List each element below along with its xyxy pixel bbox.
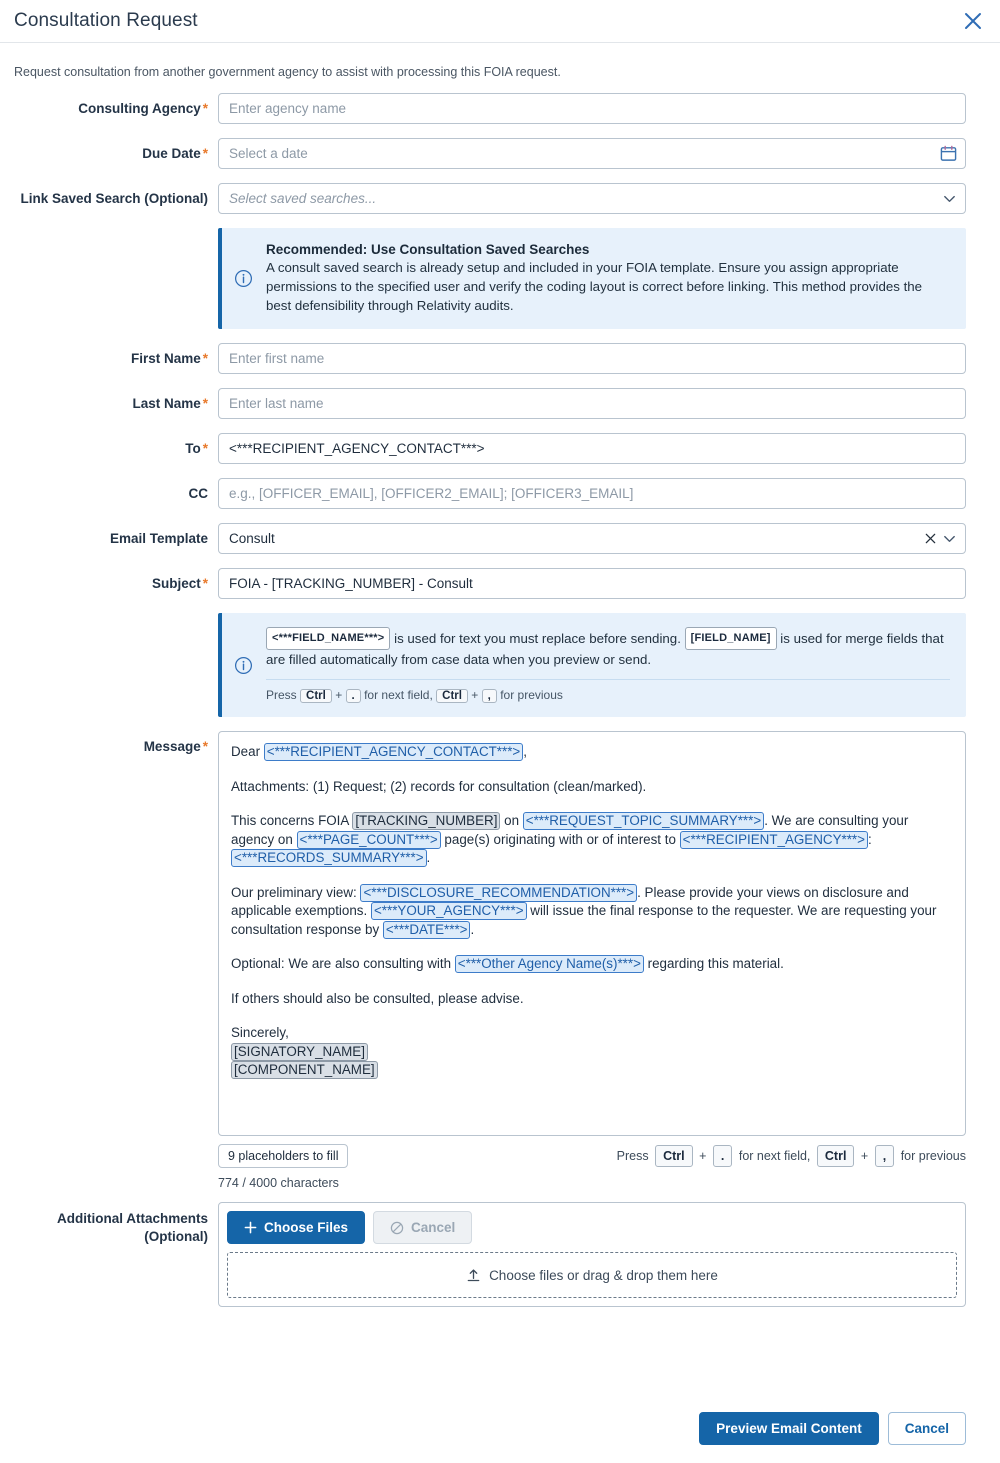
- banner-divider: [266, 679, 950, 680]
- placeholder-recipient-agency-contact[interactable]: <***RECIPIENT_AGENCY_CONTACT***>: [264, 743, 524, 761]
- link-saved-search-select[interactable]: [218, 183, 966, 214]
- label-last-name: Last Name *: [132, 396, 208, 411]
- hint-end: for previous: [500, 688, 563, 702]
- message-editor[interactable]: [218, 731, 966, 1136]
- attachment-buttons: [227, 1211, 957, 1244]
- hint-plus-2: +: [471, 688, 479, 702]
- hint-mid: for next field,: [364, 688, 433, 702]
- kbd-comma: ,: [482, 689, 497, 703]
- p3-text-b: on: [500, 813, 523, 828]
- page-title: Consultation Request: [14, 10, 198, 31]
- field-row-link-saved-search: [0, 183, 966, 214]
- mergefield-signatory-name[interactable]: [SIGNATORY_NAME]: [231, 1043, 368, 1061]
- greeting-prefix: Dear: [231, 744, 264, 759]
- kbd-ctrl-2: Ctrl: [817, 1145, 855, 1167]
- placeholder-disclosure-recommendation[interactable]: <***DISCLOSURE_RECOMMENDATION***>: [360, 884, 637, 902]
- modal-footer: [699, 1412, 966, 1445]
- attachments-label-line1: Additional Attachments: [56, 1211, 208, 1226]
- p5-text-a: Optional: We are also consulting with: [231, 956, 455, 971]
- placeholder-records-summary[interactable]: <***RECORDS_SUMMARY***>: [231, 849, 427, 867]
- p3-text-d: page(s) originating with or of interest to: [440, 831, 680, 847]
- calendar-icon[interactable]: [940, 138, 957, 169]
- merge-field-explanation: [266, 627, 950, 669]
- first-name-input[interactable]: [218, 343, 966, 374]
- cancel-button[interactable]: Cancel: [888, 1412, 966, 1445]
- banner-text: A consult saved search is already setup and included in your FOIA template. Ensure you assign appropriate permissions to the specified user and verify the coding layout is correct before linking. This method provides the best defensibility through Relativity audits.: [266, 260, 923, 313]
- label-to: To *: [185, 441, 208, 456]
- hint-press: Press: [616, 1149, 649, 1163]
- close-button[interactable]: [958, 6, 988, 36]
- preview-email-content-button[interactable]: Preview Email Content: [699, 1412, 879, 1445]
- placeholder-date[interactable]: <***DATE***>: [383, 921, 471, 939]
- placeholder-recipient-agency[interactable]: <***RECIPIENT_AGENCY***>: [680, 831, 868, 849]
- hint-plus-2: +: [860, 1149, 869, 1163]
- greeting-suffix: ,: [523, 744, 527, 759]
- p3-text-a: This concerns FOIA: [231, 813, 353, 828]
- modal-header: [0, 0, 1000, 43]
- p4-text-d: .: [470, 921, 475, 937]
- message-paragraph-greeting: [231, 743, 953, 762]
- kbd-period: .: [713, 1145, 732, 1167]
- editor-footer: [218, 1144, 966, 1168]
- signature-sincerely: Sincerely,: [231, 1025, 289, 1040]
- mergefield-tracking-number[interactable]: [TRACKING_NUMBER]: [352, 812, 500, 830]
- placeholder-request-topic-summary[interactable]: <***REQUEST_TOPIC_SUMMARY***>: [523, 812, 764, 830]
- field-row-last-name: [0, 388, 966, 419]
- p4-text-c: will issue the final response to the requester. We are requesting your consultation response by: [231, 903, 937, 937]
- field-row-email-template: [0, 523, 966, 554]
- attachments-panel: [218, 1202, 966, 1307]
- dropzone-label: Choose files or drag & drop them here: [489, 1267, 718, 1283]
- cancel-upload-button[interactable]: [373, 1211, 472, 1244]
- cc-input[interactable]: [218, 478, 966, 509]
- close-icon[interactable]: [924, 532, 937, 545]
- placeholder-other-agency-names[interactable]: <***Other Agency Name(s)***>: [455, 955, 644, 973]
- kbd-comma: ,: [875, 1145, 894, 1167]
- field-row-due-date: [0, 138, 966, 169]
- message-paragraph-preliminary-view: [231, 884, 953, 940]
- file-dropzone[interactable]: [227, 1252, 957, 1298]
- hint-end: for previous: [900, 1149, 966, 1163]
- p3-text-e: :: [867, 831, 872, 847]
- editor-keyboard-hint: [617, 1145, 966, 1167]
- upload-icon: [466, 1268, 481, 1283]
- kbd-ctrl-1: Ctrl: [300, 689, 332, 703]
- p3-text-f: .: [426, 850, 431, 865]
- label-cc: CC: [188, 486, 208, 501]
- message-signature-block: [231, 1024, 953, 1080]
- kbd-ctrl-1: Ctrl: [655, 1145, 693, 1167]
- email-template-actions[interactable]: [924, 523, 957, 554]
- message-paragraph-advise: If others should also be consulted, please advise.: [231, 990, 524, 1006]
- label-first-name: First Name *: [130, 351, 208, 366]
- hint-mid: for next field,: [738, 1149, 811, 1163]
- merge-text-part-1: is used for text you must replace before sending.: [390, 631, 685, 646]
- mergefield-chip-example: [FIELD_NAME]: [685, 627, 777, 650]
- to-input[interactable]: [218, 433, 966, 464]
- hint-press: Press: [266, 688, 297, 702]
- field-row-message: [0, 731, 966, 1190]
- kbd-ctrl-2: Ctrl: [436, 689, 468, 703]
- cancel-upload-label: Cancel: [411, 1220, 456, 1235]
- hint-plus-1: +: [699, 1149, 707, 1163]
- keyboard-hint: [266, 688, 950, 703]
- required-marker: *: [202, 576, 208, 591]
- p5-text-b: regarding this material.: [643, 956, 784, 971]
- attachments-label-line2: (Optional): [144, 1229, 208, 1244]
- hint-plus-1: +: [335, 688, 343, 702]
- saved-search-recommendation-banner: [218, 228, 966, 329]
- placeholder-count-badge: 9 placeholders to fill: [218, 1144, 348, 1168]
- merge-text-part-2: is used for merge fields that are filled automatically from case data when you preview or send.: [266, 631, 944, 667]
- kbd-period: .: [346, 689, 361, 703]
- label-due-date: Due Date *: [142, 146, 208, 161]
- p4-text-b: . Please provide your views on disclosure and applicable exemptions.: [231, 884, 909, 918]
- chevron-down-icon[interactable]: [942, 183, 957, 214]
- banner-title: Recommended: Use Consultation Saved Searches: [266, 242, 590, 257]
- close-icon: [962, 10, 984, 32]
- mergefield-component-name[interactable]: [COMPONENT_NAME]: [231, 1061, 378, 1079]
- last-name-input[interactable]: [218, 388, 966, 419]
- modal-description: Request consultation from another government agency to assist with processing this FOIA request.: [14, 65, 561, 79]
- field-row-subject: [0, 568, 966, 599]
- required-marker: *: [202, 739, 208, 754]
- required-marker: *: [202, 351, 208, 366]
- due-date-input[interactable]: [218, 138, 966, 169]
- field-row-attachments: [0, 1202, 966, 1307]
- merge-field-help-banner: [218, 613, 966, 717]
- placeholder-your-agency[interactable]: <***YOUR_AGENCY***>: [371, 902, 527, 920]
- message-paragraph-optional: [231, 955, 953, 974]
- character-count: 774 / 4000 characters: [218, 1176, 339, 1190]
- field-row-cc: [0, 478, 966, 509]
- p3-text-c: . We are consulting your agency on: [231, 813, 909, 847]
- label-consulting-agency: Consulting Agency *: [78, 101, 208, 116]
- label-additional-attachments: [0, 1202, 218, 1246]
- required-marker: *: [202, 441, 208, 456]
- info-circle-icon: [234, 627, 254, 703]
- field-row-to: [0, 433, 966, 464]
- field-row-first-name: [0, 343, 966, 374]
- placeholder-page-count[interactable]: <***PAGE_COUNT***>: [297, 831, 441, 849]
- banner-row-merge-fields: [0, 613, 966, 717]
- email-template-select[interactable]: [218, 523, 966, 554]
- plus-icon: [244, 1221, 257, 1234]
- required-marker: *: [202, 101, 208, 116]
- required-marker: *: [202, 146, 208, 161]
- required-marker: *: [202, 396, 208, 411]
- choose-files-button[interactable]: [227, 1211, 365, 1244]
- consultation-form: [0, 93, 1000, 1307]
- placeholder-chip-example: <***FIELD_NAME***>: [266, 627, 390, 650]
- choose-files-label: Choose Files: [264, 1220, 349, 1235]
- consulting-agency-input[interactable]: [218, 93, 966, 124]
- label-link-saved-search: Link Saved Search (Optional): [20, 191, 208, 206]
- subject-input[interactable]: [218, 568, 966, 599]
- message-paragraph-attachments: Attachments: (1) Request; (2) records for consultation (clean/marked).: [231, 778, 647, 794]
- chevron-down-icon[interactable]: [942, 531, 957, 546]
- message-paragraph-concerns: [231, 812, 953, 868]
- label-email-template: Email Template: [109, 531, 208, 546]
- label-subject: Subject *: [151, 576, 208, 591]
- p4-text-a: Our preliminary view:: [231, 884, 361, 900]
- label-message: Message *: [143, 739, 208, 754]
- banner-row-saved-search: [0, 228, 966, 329]
- field-row-consulting-agency: [0, 93, 966, 124]
- info-circle-icon: [234, 242, 254, 315]
- ban-icon: [390, 1221, 404, 1235]
